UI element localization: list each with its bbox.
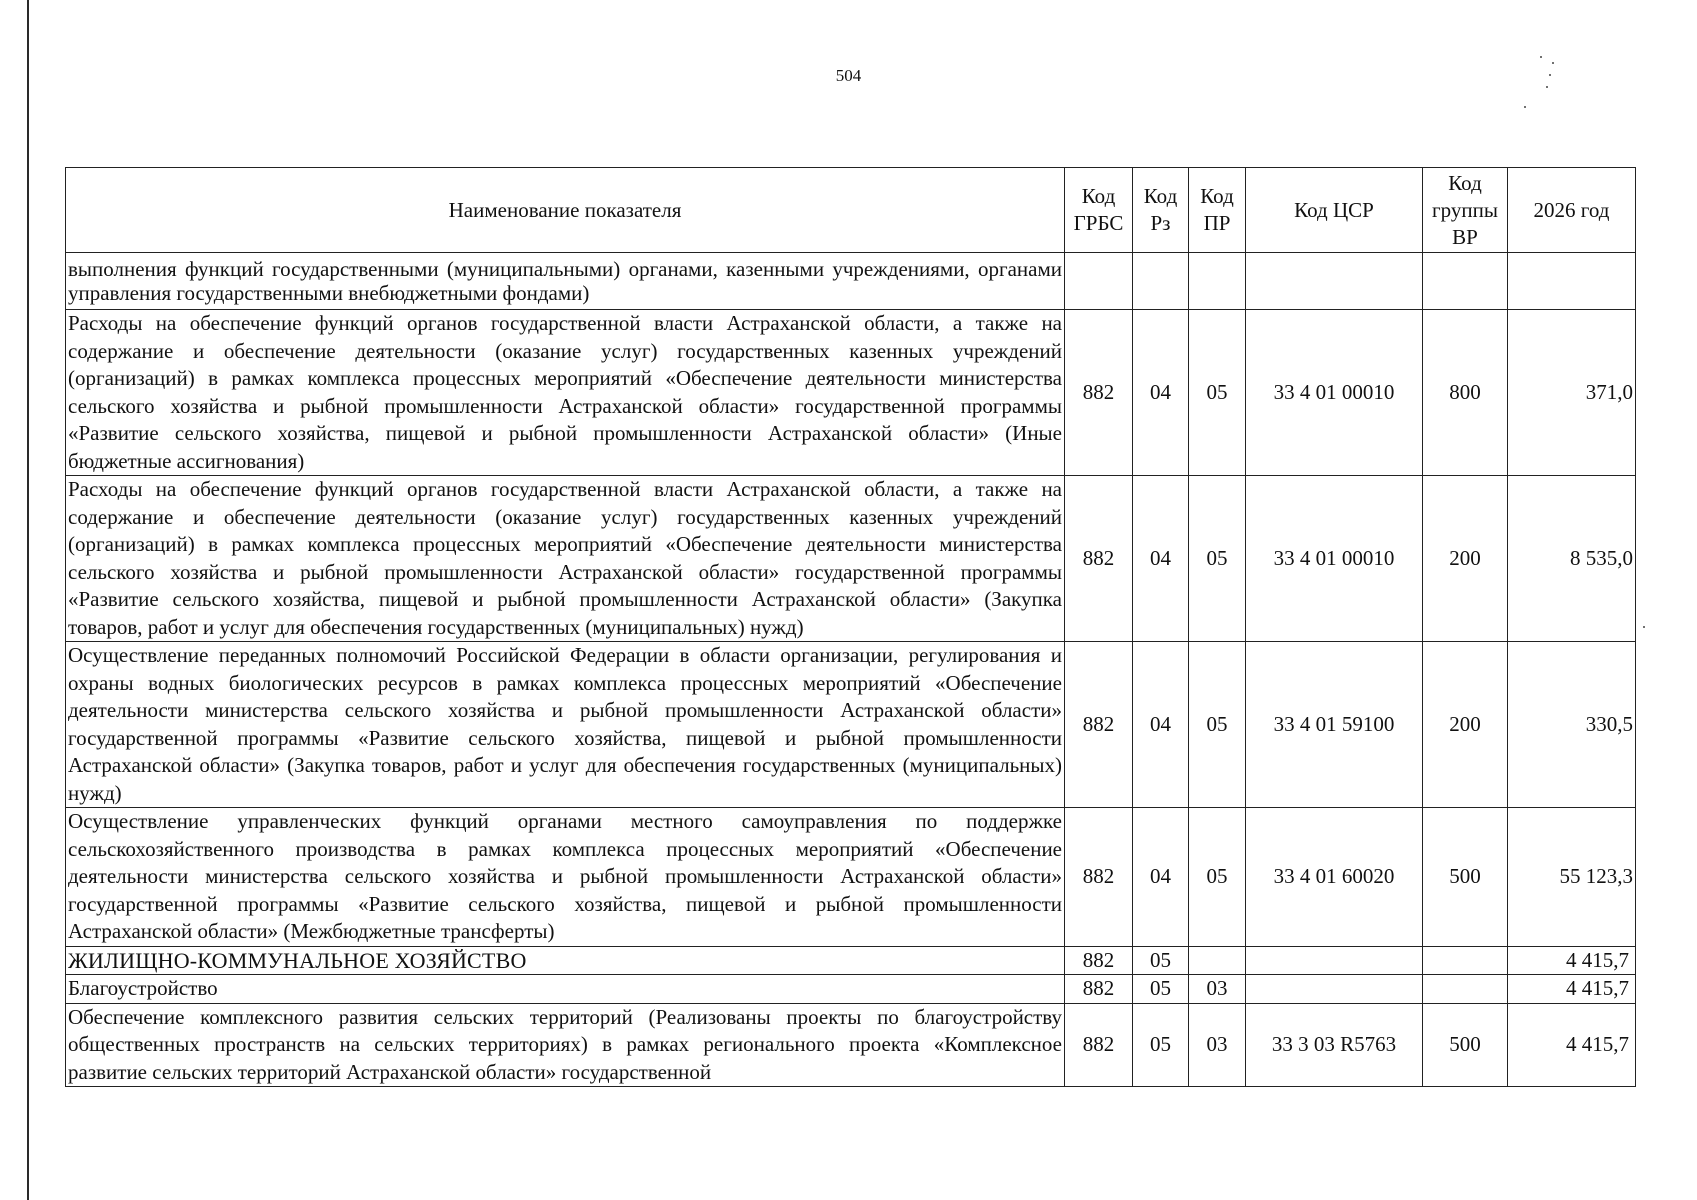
row-grbs: 882 [1065, 808, 1133, 947]
binding-margin-line [27, 0, 29, 1200]
row-vr: 200 [1423, 476, 1508, 642]
row-pr: 03 [1189, 1003, 1246, 1087]
row-vr: 200 [1423, 642, 1508, 808]
row-amount: 55 123,3 [1508, 808, 1636, 947]
row-pr: 05 [1189, 310, 1246, 476]
header-name: Наименование показателя [66, 168, 1065, 253]
row-csr: 33 4 01 59100 [1246, 642, 1423, 808]
row-amount [1508, 253, 1636, 310]
budget-table [65, 167, 1636, 1087]
row-grbs: 882 [1065, 642, 1133, 808]
row-vr: 800 [1423, 310, 1508, 476]
row-name: выполнения функций государственными (муниципальными) органами, казенными учреждениями, органами управления государственными внебюджетными фондами) [66, 253, 1065, 310]
row-rz: 04 [1133, 808, 1189, 947]
row-rz: 05 [1133, 975, 1189, 1004]
scan-speck [1524, 106, 1526, 108]
row-pr [1189, 946, 1246, 975]
header-csr: Код ЦСР [1246, 168, 1423, 253]
row-rz [1133, 253, 1189, 310]
row-pr: 05 [1189, 808, 1246, 947]
row-amount: 330,5 [1508, 642, 1636, 808]
row-grbs: 882 [1065, 310, 1133, 476]
row-vr [1423, 253, 1508, 310]
row-rz: 05 [1133, 946, 1189, 975]
row-csr: 33 4 01 60020 [1246, 808, 1423, 947]
row-grbs: 882 [1065, 975, 1133, 1004]
row-csr: 33 4 01 00010 [1246, 310, 1423, 476]
header-pr: Код ПР [1189, 168, 1246, 253]
row-csr [1246, 253, 1423, 310]
page-number: 504 [835, 66, 862, 85]
scan-speck [1540, 56, 1542, 58]
row-csr [1246, 946, 1423, 975]
row-amount: 4 415,7 [1508, 946, 1636, 975]
header-vr: Код группы ВР [1423, 168, 1508, 253]
scan-speck [1643, 626, 1645, 628]
row-vr [1423, 946, 1508, 975]
row-pr: 05 [1189, 476, 1246, 642]
row-pr [1189, 253, 1246, 310]
row-rz: 04 [1133, 476, 1189, 642]
row-vr [1423, 975, 1508, 1004]
row-amount: 4 415,7 [1508, 975, 1636, 1004]
scan-speck [1549, 74, 1551, 76]
row-name: Осуществление переданных полномочий Российской Федерации в области организации, регулирования и охраны водных биологических ресурсов в рамках комплекса процессных мероприятий «Обеспечение деятельности министерства сельского хозяйства и рыбной промышленности Астраханской области» государственной программы «Развитие сельского хозяйства, пищевой и рыбной промышленности Астраханской области» (Закупка товаров, работ и услуг для обеспечения государственных (муниципальных) нужд) [66, 642, 1065, 808]
row-csr: 33 4 01 00010 [1246, 476, 1423, 642]
row-csr [1246, 975, 1423, 1004]
row-grbs: 882 [1065, 946, 1133, 975]
header-year: 2026 год [1508, 168, 1636, 253]
row-pr: 03 [1189, 975, 1246, 1004]
table-row [66, 310, 1636, 476]
row-vr: 500 [1423, 808, 1508, 947]
row-rz: 04 [1133, 310, 1189, 476]
row-vr: 500 [1423, 1003, 1508, 1087]
row-name: Расходы на обеспечение функций органов государственной власти Астраханской области, а также на содержание и обеспечение деятельности (оказание услуг) государственных казенных учреждений (организаций) в рамках комплекса процессных мероприятий «Обеспечение деятельности министерства сельского хозяйства и рыбной промышленности Астраханской области» государственной программы «Развитие сельского хозяйства, пищевой и рыбной промышленности Астраханской области» (Закупка товаров, работ и услуг для обеспечения государственных (муниципальных) нужд) [66, 476, 1065, 642]
table-row [66, 642, 1636, 808]
row-amount: 371,0 [1508, 310, 1636, 476]
row-name: Осуществление управленческих функций органами местного самоуправления по поддержке сельскохозяйственного производства в рамках комплекса процессных мероприятий «Обеспечение деятельности министерства сельского хозяйства и рыбной промышленности Астраханской области» государственной программы «Развитие сельского хозяйства, пищевой и рыбной промышленности Астраханской области» (Межбюджетные трансферты) [66, 808, 1065, 947]
table-row [66, 253, 1636, 310]
table-row [66, 476, 1636, 642]
row-name: Обеспечение комплексного развития сельских территорий (Реализованы проекты по благоустройству общественных пространств на сельских территориях) в рамках регионального проекта «Комплексное развитие сельских территорий Астраханской области» государственной [66, 1003, 1065, 1087]
table-row [66, 1003, 1636, 1087]
row-csr: 33 3 03 R5763 [1246, 1003, 1423, 1087]
table-row [66, 808, 1636, 947]
table-row [66, 975, 1636, 1004]
scan-speck [1552, 62, 1554, 64]
row-rz: 05 [1133, 1003, 1189, 1087]
row-grbs: 882 [1065, 476, 1133, 642]
row-name: Расходы на обеспечение функций органов государственной власти Астраханской области, а также на содержание и обеспечение деятельности (оказание услуг) государственных казенных учреждений (организаций) в рамках комплекса процессных мероприятий «Обеспечение деятельности министерства сельского хозяйства и рыбной промышленности Астраханской области» государственной программы «Развитие сельского хозяйства, пищевой и рыбной промышленности Астраханской области» (Иные бюджетные ассигнования) [66, 310, 1065, 476]
row-grbs: 882 [1065, 1003, 1133, 1087]
table-row [66, 946, 1636, 975]
row-name: Благоустройство [66, 975, 1065, 1004]
row-grbs [1065, 253, 1133, 310]
header-rz: Код Рз [1133, 168, 1189, 253]
row-name: ЖИЛИЩНО-КОММУНАЛЬНОЕ ХОЗЯЙСТВО [66, 946, 1065, 975]
row-rz: 04 [1133, 642, 1189, 808]
table-header-row [66, 168, 1636, 253]
row-amount: 8 535,0 [1508, 476, 1636, 642]
row-pr: 05 [1189, 642, 1246, 808]
header-grbs: Код ГРБС [1065, 168, 1133, 253]
scan-speck [1546, 86, 1548, 88]
row-amount: 4 415,7 [1508, 1003, 1636, 1087]
